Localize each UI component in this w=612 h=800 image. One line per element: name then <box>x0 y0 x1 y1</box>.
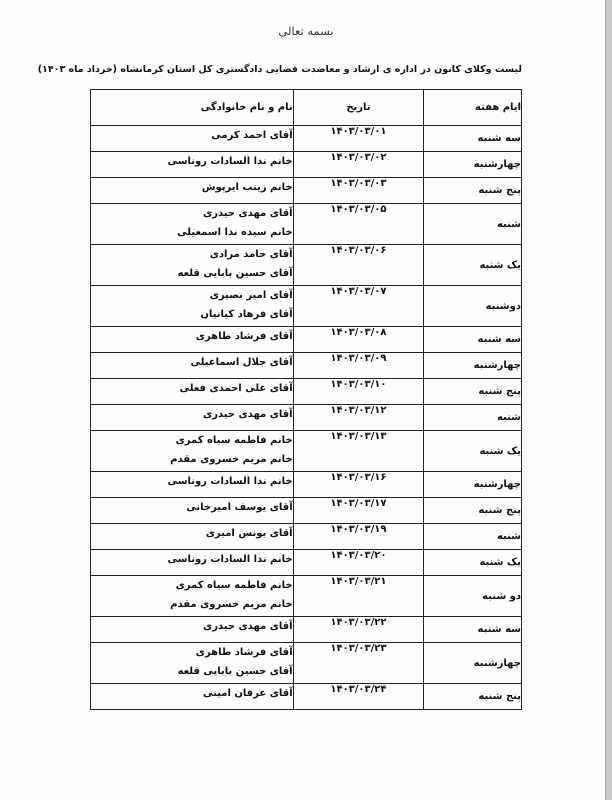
table-row <box>91 204 522 245</box>
day-cell: سه شنبه <box>424 327 522 353</box>
lawyer-name: آقای فرشاد طاهری <box>195 331 293 342</box>
day-cell: یک شنبه <box>424 550 522 576</box>
name-cell <box>91 617 294 643</box>
table-row <box>91 286 522 327</box>
name-cell <box>91 431 294 472</box>
date-cell: ۱۴۰۳/۰۳/۲۲ <box>293 617 424 643</box>
header-day: ایام هفته <box>424 90 522 126</box>
date-cell: ۱۴۰۳/۰۳/۰۷ <box>293 286 424 327</box>
table-row <box>91 576 522 617</box>
lawyer-name: خانم مریم خسروی مقدم <box>170 599 293 610</box>
lawyer-name: خانم ندا السادات روناسی <box>167 554 293 565</box>
date-cell: ۱۴۰۳/۰۳/۱۲ <box>293 405 424 431</box>
name-cell <box>91 643 294 684</box>
table-row <box>91 152 522 178</box>
page-edge-shadow <box>605 0 612 800</box>
lawyer-name: آقای امیر بصیری <box>209 290 293 301</box>
lawyer-name: خانم ندا السادات روناسی <box>167 156 293 167</box>
lawyer-name: آقای حسین بابایی قلعه <box>177 666 293 677</box>
table-row <box>91 550 522 576</box>
bismillah-heading: بسمه تعالی <box>278 24 334 38</box>
lawyer-schedule-table <box>90 89 522 710</box>
day-cell: دوشنبه <box>424 286 522 327</box>
lawyer-name: آقای مهدی حیدری <box>203 409 293 420</box>
table-row <box>91 472 522 498</box>
name-cell <box>91 126 294 152</box>
date-cell: ۱۴۰۳/۰۳/۲۱ <box>293 576 424 617</box>
table-row <box>91 245 522 286</box>
date-cell: ۱۴۰۳/۰۳/۰۸ <box>293 327 424 353</box>
day-cell: شنبه <box>424 204 522 245</box>
date-cell: ۱۴۰۳/۰۳/۰۵ <box>293 204 424 245</box>
date-cell: ۱۴۰۳/۰۳/۱۰ <box>293 379 424 405</box>
date-cell: ۱۴۰۳/۰۳/۱۹ <box>293 524 424 550</box>
name-cell <box>91 152 294 178</box>
table-row <box>91 126 522 152</box>
name-cell <box>91 178 294 204</box>
lawyer-name: خانم ندا السادات روناسی <box>167 476 293 487</box>
table-row <box>91 327 522 353</box>
lawyer-name: آقای حامد مرادی <box>209 249 293 260</box>
date-cell: ۱۴۰۳/۰۳/۰۱ <box>293 126 424 152</box>
document-title: لیست وکلای کانون در اداره ی ارشاد و معاضدت قضایی دادگستری کل استان کرمانشاه (خرداد ماه ۱۴۰۳) <box>37 64 522 75</box>
day-cell: پنج شنبه <box>424 498 522 524</box>
day-cell: چهارشنبه <box>424 472 522 498</box>
table-row <box>91 379 522 405</box>
name-cell <box>91 327 294 353</box>
lawyer-name: خانم فاطمه سیاه کمری <box>175 435 293 446</box>
lawyer-name: خانم زینب ایرپوش <box>201 182 293 193</box>
lawyer-name: آقای فرشاد طاهری <box>195 647 293 658</box>
lawyer-name: خانم سیده ندا اسمعیلی <box>177 227 293 238</box>
name-cell <box>91 286 294 327</box>
table-row <box>91 643 522 684</box>
table-row <box>91 431 522 472</box>
lawyer-name: آقای علی احمدی فعلی <box>179 383 293 394</box>
day-cell: شنبه <box>424 405 522 431</box>
day-cell: یک شنبه <box>424 431 522 472</box>
lawyer-name: آقای فرهاد کیانیان <box>200 309 293 320</box>
date-cell: ۱۴۰۳/۰۳/۰۲ <box>293 152 424 178</box>
header-date: تاریخ <box>293 90 424 126</box>
table-row <box>91 684 522 710</box>
table-body <box>91 126 522 710</box>
lawyer-name: خانم فاطمه سیاه کمری <box>175 580 293 591</box>
table-row <box>91 405 522 431</box>
name-cell <box>91 576 294 617</box>
table-row <box>91 498 522 524</box>
lawyer-name: آقای حسین بابایی قلعه <box>177 268 293 279</box>
name-cell <box>91 405 294 431</box>
date-cell: ۱۴۰۳/۰۳/۰۳ <box>293 178 424 204</box>
lawyer-name: آقای مهدی حیدری <box>203 208 293 219</box>
day-cell: یک شنبه <box>424 245 522 286</box>
day-cell: چهارشنبه <box>424 643 522 684</box>
name-cell <box>91 204 294 245</box>
day-cell: پنج شنبه <box>424 178 522 204</box>
date-cell: ۱۴۰۳/۰۳/۲۰ <box>293 550 424 576</box>
table-row <box>91 524 522 550</box>
name-cell <box>91 245 294 286</box>
table-row <box>91 617 522 643</box>
lawyer-name: آقای مهدی حیدری <box>203 621 293 632</box>
name-cell <box>91 550 294 576</box>
name-cell <box>91 353 294 379</box>
table-row <box>91 178 522 204</box>
day-cell: پنج شنبه <box>424 684 522 710</box>
day-cell: چهارشنبه <box>424 353 522 379</box>
lawyer-name: آقای احمد کرمی <box>211 130 293 141</box>
name-cell <box>91 498 294 524</box>
lawyer-name: آقای جلال اسماعیلی <box>190 357 293 368</box>
lawyer-name: آقای یوسف امیرخانی <box>186 502 293 513</box>
day-cell: شنبه <box>424 524 522 550</box>
date-cell: ۱۴۰۳/۰۳/۰۶ <box>293 245 424 286</box>
name-cell <box>91 524 294 550</box>
header-name: نام و نام خانوادگی <box>91 90 294 126</box>
name-cell <box>91 379 294 405</box>
date-cell: ۱۴۰۳/۰۳/۲۳ <box>293 643 424 684</box>
lawyer-name: آقای یونس امیری <box>205 528 293 539</box>
day-cell: سه شنبه <box>424 126 522 152</box>
day-cell: چهارشنبه <box>424 152 522 178</box>
date-cell: ۱۴۰۳/۰۳/۰۹ <box>293 353 424 379</box>
table-header-row <box>91 90 522 126</box>
date-cell: ۱۴۰۳/۰۳/۱۶ <box>293 472 424 498</box>
date-cell: ۱۴۰۳/۰۳/۲۴ <box>293 684 424 710</box>
lawyer-name: خانم مریم خسروی مقدم <box>170 454 293 465</box>
day-cell: دو شنبه <box>424 576 522 617</box>
day-cell: پنج شنبه <box>424 379 522 405</box>
lawyer-name: آقای عرفان امینی <box>202 688 293 699</box>
name-cell <box>91 472 294 498</box>
table-row <box>91 353 522 379</box>
name-cell <box>91 684 294 710</box>
date-cell: ۱۴۰۳/۰۳/۱۷ <box>293 498 424 524</box>
date-cell: ۱۴۰۳/۰۳/۱۳ <box>293 431 424 472</box>
day-cell: سه شنبه <box>424 617 522 643</box>
